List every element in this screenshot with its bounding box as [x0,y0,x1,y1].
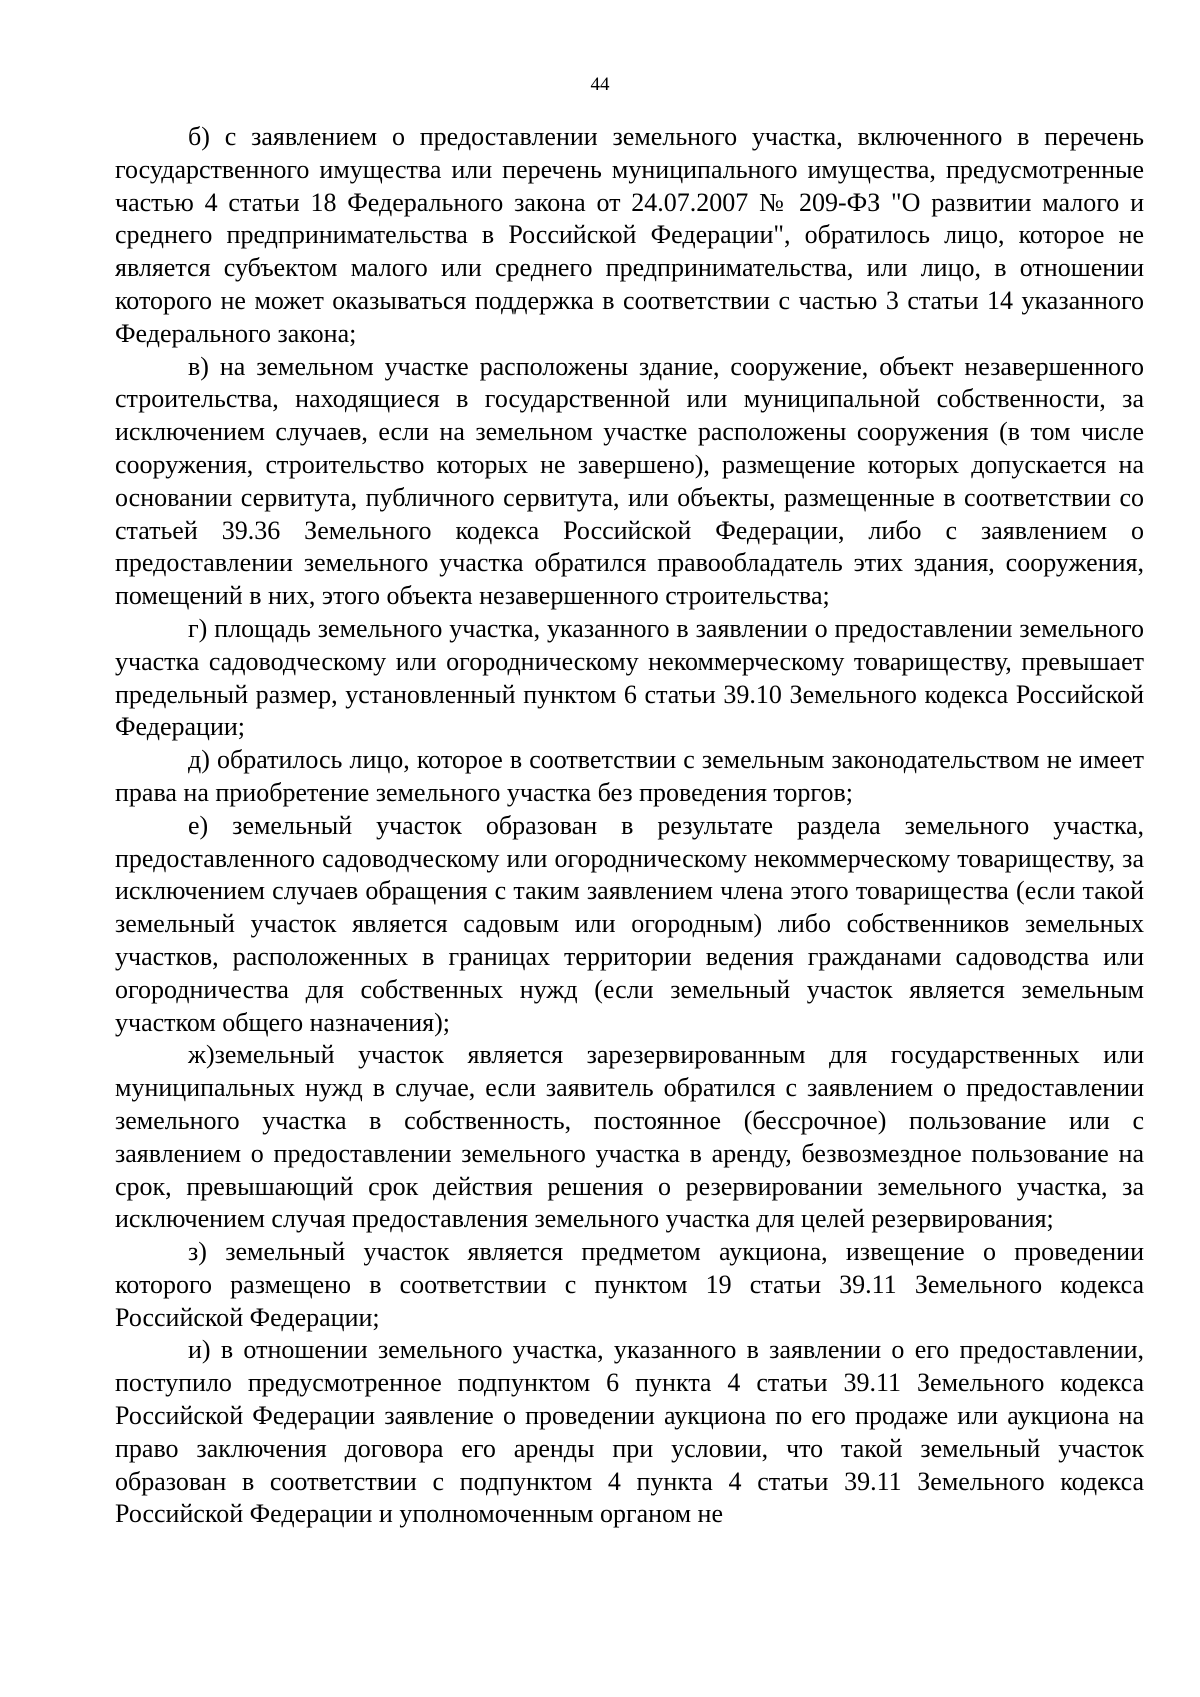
page-number: 44 [590,74,610,95]
paragraph-v: в) на земельном участке расположены здание, сооружение, объект незавершенного строительства, находящиеся в государственной или муниципальной собственности, за исключением случаев, если на земельном участке расположены сооружения (в том числе сооружения, строительство которых не завершено), размещение которых допускается на основании сервитута, публичного сервитута, или объекты, размещенные в соответствии со статьей 39.36 Земельного кодекса Российской Федерации, либо с заявлением о предоставлении земельного участка обратился правообладатель этих здания, сооружения, помещений в них, этого объекта незавершенного строительства; [115,351,1144,611]
paragraph-zh: ж)земельный участок является зарезервированным для государственных или муниципальных нужд в случае, если заявитель обратился с заявлением о предоставлении земельного участка в собственность, постоянное (бессрочное) пользование или с заявлением о предоставлении земельного участка в аренду, безвозмездное пользование на срок, превышающий срок действия решения о резервировании земельного участка, за исключением случая предоставления земельного участка для целей резервирования; [115,1040,1144,1234]
paragraph-z: з) земельный участок является предметом аукциона, извещение о проведении которого размещено в соответствии с пунктом 19 статьи 39.11 Земельного кодекса Российской Федерации; [115,1237,1144,1332]
paragraph-i: и) в отношении земельного участка, указанного в заявлении о его предоставлении, поступило предусмотренное подпунктом 6 пункта 4 статьи 39.11 Земельного кодекса Российской Федерации заявление о проведении аукциона по его продаже или аукциона на право заключения договора его аренды при условии, что такой земельный участок образован в соответствии с подпунктом 4 пункта 4 статьи 39.11 Земельного кодекса Российской Федерации и уполномоченным органом не [115,1335,1144,1529]
document-body [115,121,1144,1531]
paragraph-g: г) площадь земельного участка, указанного в заявлении о предоставлении земельного участка садоводческому или огородническому некоммерческому товариществу, превышает предельный размер, установленный пунктом 6 статьи 39.10 Земельного кодекса Российской Федерации; [115,613,1144,742]
paragraph-d: д) обратилось лицо, которое в соответствии с земельным законодательством не имеет права на приобретение земельного участка без проведения торгов; [115,745,1144,807]
paragraph-b: б) с заявлением о предоставлении земельного участка, включенного в перечень государственного имущества или перечень муниципального имущества, предусмотренные частью 4 статьи 18 Федерального закона от 24.07.2007 № 209-ФЗ "О развитии малого и среднего предпринимательства в Российской Федерации", обратилось лицо, которое не является субъектом малого или среднего предпринимательства, или лицо, в отношении которого не может оказываться поддержка в соответствии с частью 3 статьи 14 указанного Федерального закона; [115,122,1144,348]
paragraph-e: е) земельный участок образован в результате раздела земельного участка, предоставленного садоводческому или огородническому некоммерческому товариществу, за исключением случаев обращения с таким заявлением члена этого товарищества (если такой земельный участок является садовым или огородным) либо собственников земельных участков, расположенных в границах территории ведения гражданами садоводства или огородничества для собственных нужд (если земельный участок является земельным участком общего назначения); [115,810,1144,1037]
